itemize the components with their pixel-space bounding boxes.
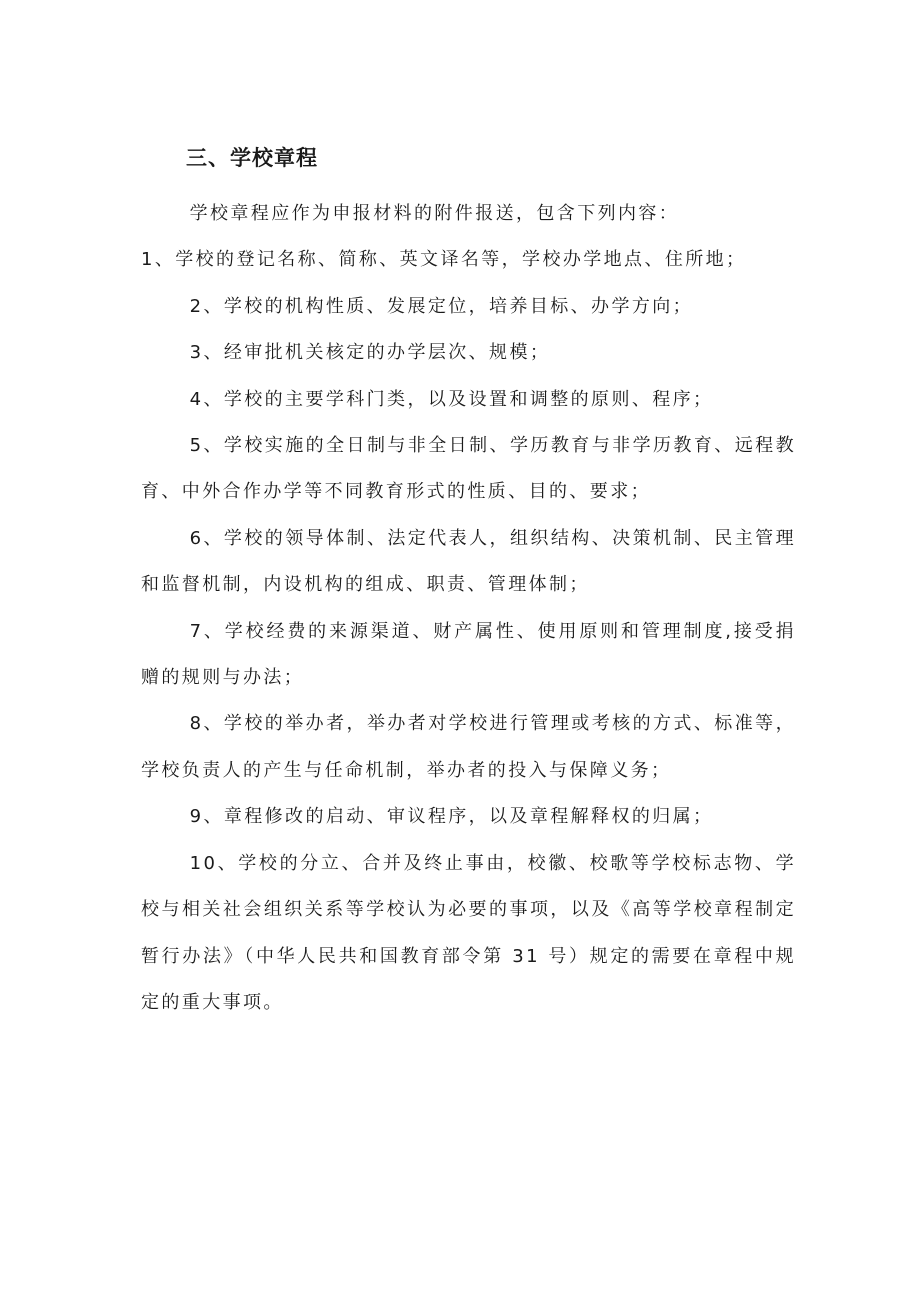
list-item: 5、学校实施的全日制与非全日制、学历教育与非学历教育、远程教育、中外合作办学等不同教育形式的性质、目的、要求；: [141, 435, 796, 503]
list-item: 6、学校的领导体制、法定代表人，组织结构、决策机制、民主管理和监督机制，内设机构的组成、职责、管理体制；: [141, 527, 796, 596]
list-item: 9、章程修改的启动、审议程序，以及章程解释权的归属；: [189, 806, 714, 828]
list-item: 3、经审批机关核定的办学层次、规模；: [189, 342, 551, 364]
list-item: 7、学校经费的来源渠道、财产属性、使用原则和管理制度,接受捐赠的规则与办法；: [141, 620, 796, 689]
section-heading: 三、学校章程: [186, 146, 318, 170]
intro-paragraph: 学校章程应作为申报材料的附件报送，包含下列内容：: [189, 203, 680, 224]
list-item: 2、学校的机构性质、发展定位，培养目标、办学方向；: [189, 295, 694, 317]
list-item: 10、学校的分立、合并及终止事由，校徽、校歌等学校标志物、学校与相关社会组织关系等学校认为必要的事项，以及《高等学校章程制定暂行办法》（中华人民共和国教育部令第 31 号）规定的需要在章程中规定的重大事项。: [141, 852, 796, 1013]
list-item: 1、学校的登记名称、简称、英文译名等，学校办学地点、住所地；: [141, 249, 747, 271]
list-item: 4、学校的主要学科门类，以及设置和调整的原则、程序；: [189, 388, 714, 410]
document-body: [141, 191, 796, 1026]
list-item: 8、学校的举办者，举办者对学校进行管理或考核的方式、标准等，学校负责人的产生与任命机制，举办者的投入与保障义务；: [141, 713, 796, 781]
